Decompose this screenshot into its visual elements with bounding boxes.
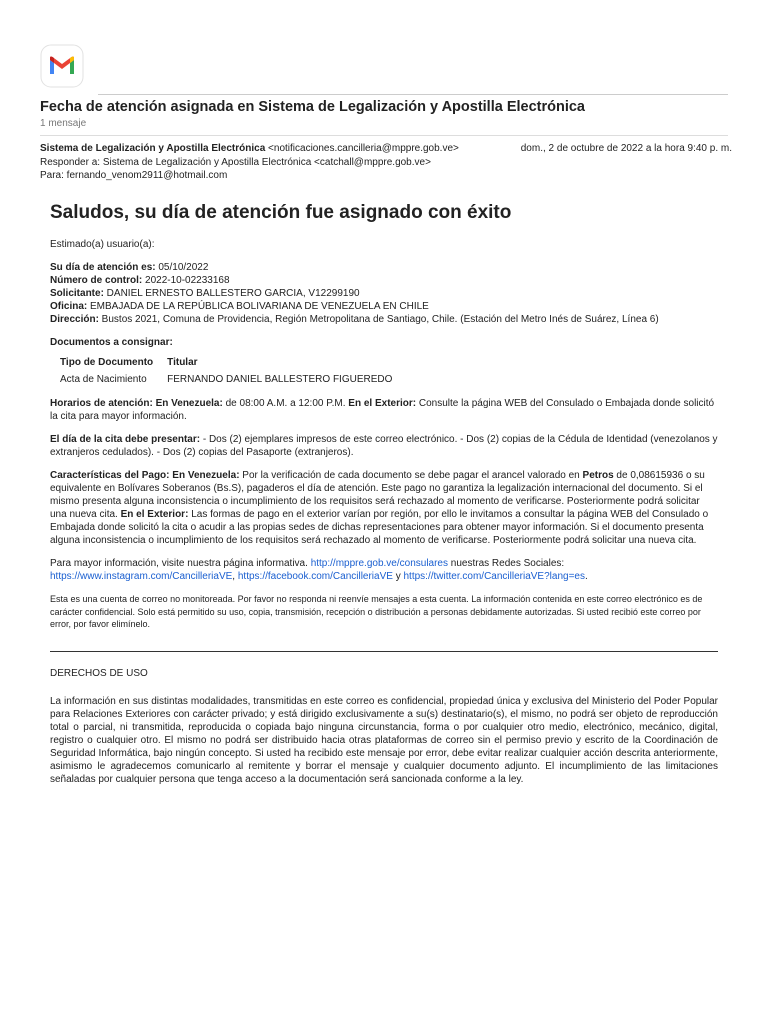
email-date: dom., 2 de octubre de 2022 a la hora 9:40 p. m.: [520, 143, 732, 154]
message-count: 1 mensaje: [40, 118, 87, 129]
period: .: [584, 571, 588, 582]
legal-heading: DERECHOS DE USO: [50, 667, 148, 679]
header-divider: [98, 94, 728, 95]
consulares-link[interactable]: http://mppre.gob.ve/consulares: [310, 558, 448, 569]
email-body: [40, 190, 728, 786]
legal-text: La información en sus distintas modalidades, transmitidas en este correo es confidencial, propiedad única y exclusiva del Ministerio del Poder Popular para Relaciones Exteriores con carácter privado; y está dirigido exclusivamente a su(s) destinatario(s), el mismo, no podrá ser objeto de reproducción total o parcial, ni transmitida, reproducida o copiada bajo ninguna circunstancia, forma o por cualquier otro medio, electrónico, mecánico, digital, registro o cualquier otro. El mismo no podrá ser distribuido hacia otras plataformas de correo sin el permiso previo y escrito de la Coordinación de Seguridad Informática, bajo ningún concepto. Si usted ha recibido este mensaje por error, debe evitar realizar cualquier acción descrita anteriormente, asimismo le agradecemos comunicarlo al remitente y borrar el mensaje y cualquier documento adjunto. El incumplimiento de las limitaciones señaladas por cualquier persona que tenga acceso a la documentación será sancionada conforme a la ley.: [50, 695, 718, 785]
documents-table: [60, 355, 406, 387]
instagram-link[interactable]: https://www.instagram.com/CancilleriaVE: [50, 571, 233, 582]
detail-label: Su día de atención es:: [50, 262, 156, 273]
reply-to: Responder a: Sistema de Legalización y Apostilla Electrónica <catchall@mppre.gob.ve>: [40, 156, 431, 168]
detail-value: 2022-10-02233168: [142, 275, 230, 286]
facebook-link[interactable]: https://facebook.com/CancilleriaVE: [237, 571, 393, 582]
table-row: [60, 372, 406, 387]
twitter-link[interactable]: https://twitter.com/CancilleriaVE?lang=es: [403, 571, 585, 582]
present-paragraph: [50, 433, 718, 459]
disclaimer: Esta es una cuenta de correo no monitoreada. Por favor no responda ni reenvíe mensajes a esta cuenta. La información contenida en este correo electrónico es de carácter confidencial. Solo está permitido su uso, copia, transmisión, recepción o distribución a personas debidamente autorizadas. Si usted recibió este correo por error, por favor elimínelo.: [50, 594, 703, 629]
separator: ,: [232, 571, 238, 582]
hours-label: Horarios de atención: En Venezuela:: [50, 398, 223, 409]
detail-row: [50, 261, 718, 274]
detail-value: 05/10/2022: [155, 262, 209, 273]
detail-label: Dirección:: [50, 314, 99, 325]
legal-divider: [50, 651, 718, 652]
payment-label: Características del Pago: En Venezuela:: [50, 470, 240, 481]
detail-row: [50, 287, 718, 300]
hours-paragraph: [50, 397, 718, 423]
payment-text-2: de 0,08615936 o su equivalente en Bolívares Soberanos (Bs.S), pagaderos el día de atención. Este pago no garantiza la legalización internacional del documento. Si el mismo presenta alguna inconsistencia o incumplimiento de los requisitos será rechazado al momento de verificarse. Posteriormente podrá solicitar una nueva cita.: [50, 470, 705, 520]
table-cell: Acta de Nacimiento: [60, 374, 147, 385]
greeting-heading: Saludos, su día de atención fue asignado con éxito: [50, 202, 512, 223]
recipient: Para: fernando_venom2911@hotmail.com: [40, 170, 228, 181]
petros-label: Petros: [582, 470, 614, 481]
detail-label: Número de control:: [50, 275, 143, 286]
sender-name: Sistema de Legalización y Apostilla Electrónica: [40, 143, 266, 154]
detail-value: EMBAJADA DE LA REPÚBLICA BOLIVARIANA DE VENEZUELA EN CHILE: [87, 301, 429, 312]
email-meta: [40, 142, 740, 183]
present-text: - Dos (2) ejemplares impresos de este correo electrónico. - Dos (2) copias de la Cédula de Identidad (venezolanos y extranjeros cedulados). - Dos (2) copias del Pasaporte (extranjeros).: [50, 434, 718, 458]
info-text-2: nuestras Redes Sociales:: [448, 558, 565, 569]
detail-value: DANIEL ERNESTO BALLESTERO GARCIA, V12299190: [103, 288, 360, 299]
subject-divider: [40, 135, 728, 136]
detail-value: Bustos 2021, Comuna de Providencia, Región Metropolitana de Santiago, Chile. (Estación del Metro Inés de Suárez, Línea 6): [98, 314, 659, 325]
separator: y: [392, 571, 404, 582]
payment-label-abroad: En el Exterior:: [120, 509, 189, 520]
docs-heading-text: Documentos a consignar:: [50, 337, 173, 348]
payment-paragraph: [50, 469, 718, 547]
sender: [40, 142, 459, 156]
sender-email: <notificaciones.cancilleria@mppre.gob.ve>: [268, 143, 459, 154]
column-header: Titular: [167, 357, 198, 368]
table-header-row: [60, 355, 406, 372]
detail-label: Oficina:: [50, 301, 88, 312]
hours-label-abroad: En el Exterior:: [348, 398, 417, 409]
hours-text: de 08:00 A.M. a 12:00 P.M.: [222, 398, 349, 409]
payment-text: Por la verificación de cada documento se debe pagar el arancel valorado en: [239, 470, 583, 481]
detail-row: [50, 274, 718, 287]
detail-label: Solicitante:: [50, 288, 104, 299]
present-label: El día de la cita debe presentar:: [50, 434, 201, 445]
email-subject: Fecha de atención asignada en Sistema de Legalización y Apostilla Electrónica: [40, 99, 585, 115]
detail-row: [50, 300, 718, 313]
detail-row: [50, 313, 718, 326]
info-text: Para mayor información, visite nuestra página informativa.: [50, 558, 311, 569]
table-cell: FERNANDO DANIEL BALLESTERO FIGUEREDO: [167, 374, 393, 385]
hours-text-abroad: Consulte la página WEB del Consulado o Embajada donde solicitó la cita para mayor información.: [50, 398, 715, 422]
docs-heading: [50, 336, 718, 349]
salutation: Estimado(a) usuario(a):: [50, 239, 155, 250]
appointment-details: [50, 261, 718, 326]
info-paragraph: [50, 557, 718, 583]
payment-text-abroad: Las formas de pago en el exterior varían por región, por ello le invitamos a consultar la página WEB del Consulado o Embajada donde solicitó la cita o acudir a las propias sedes de dichas representaciones para obtener mayor información. Si el documento presenta alguna inconsistencia o incumplimiento de los requisitos será rechazado al momento de verificarse. Posteriormente podrá solicitar una nueva cita.: [50, 509, 709, 546]
column-header: Tipo de Documento: [60, 357, 154, 368]
gmail-logo-icon: [40, 44, 84, 88]
